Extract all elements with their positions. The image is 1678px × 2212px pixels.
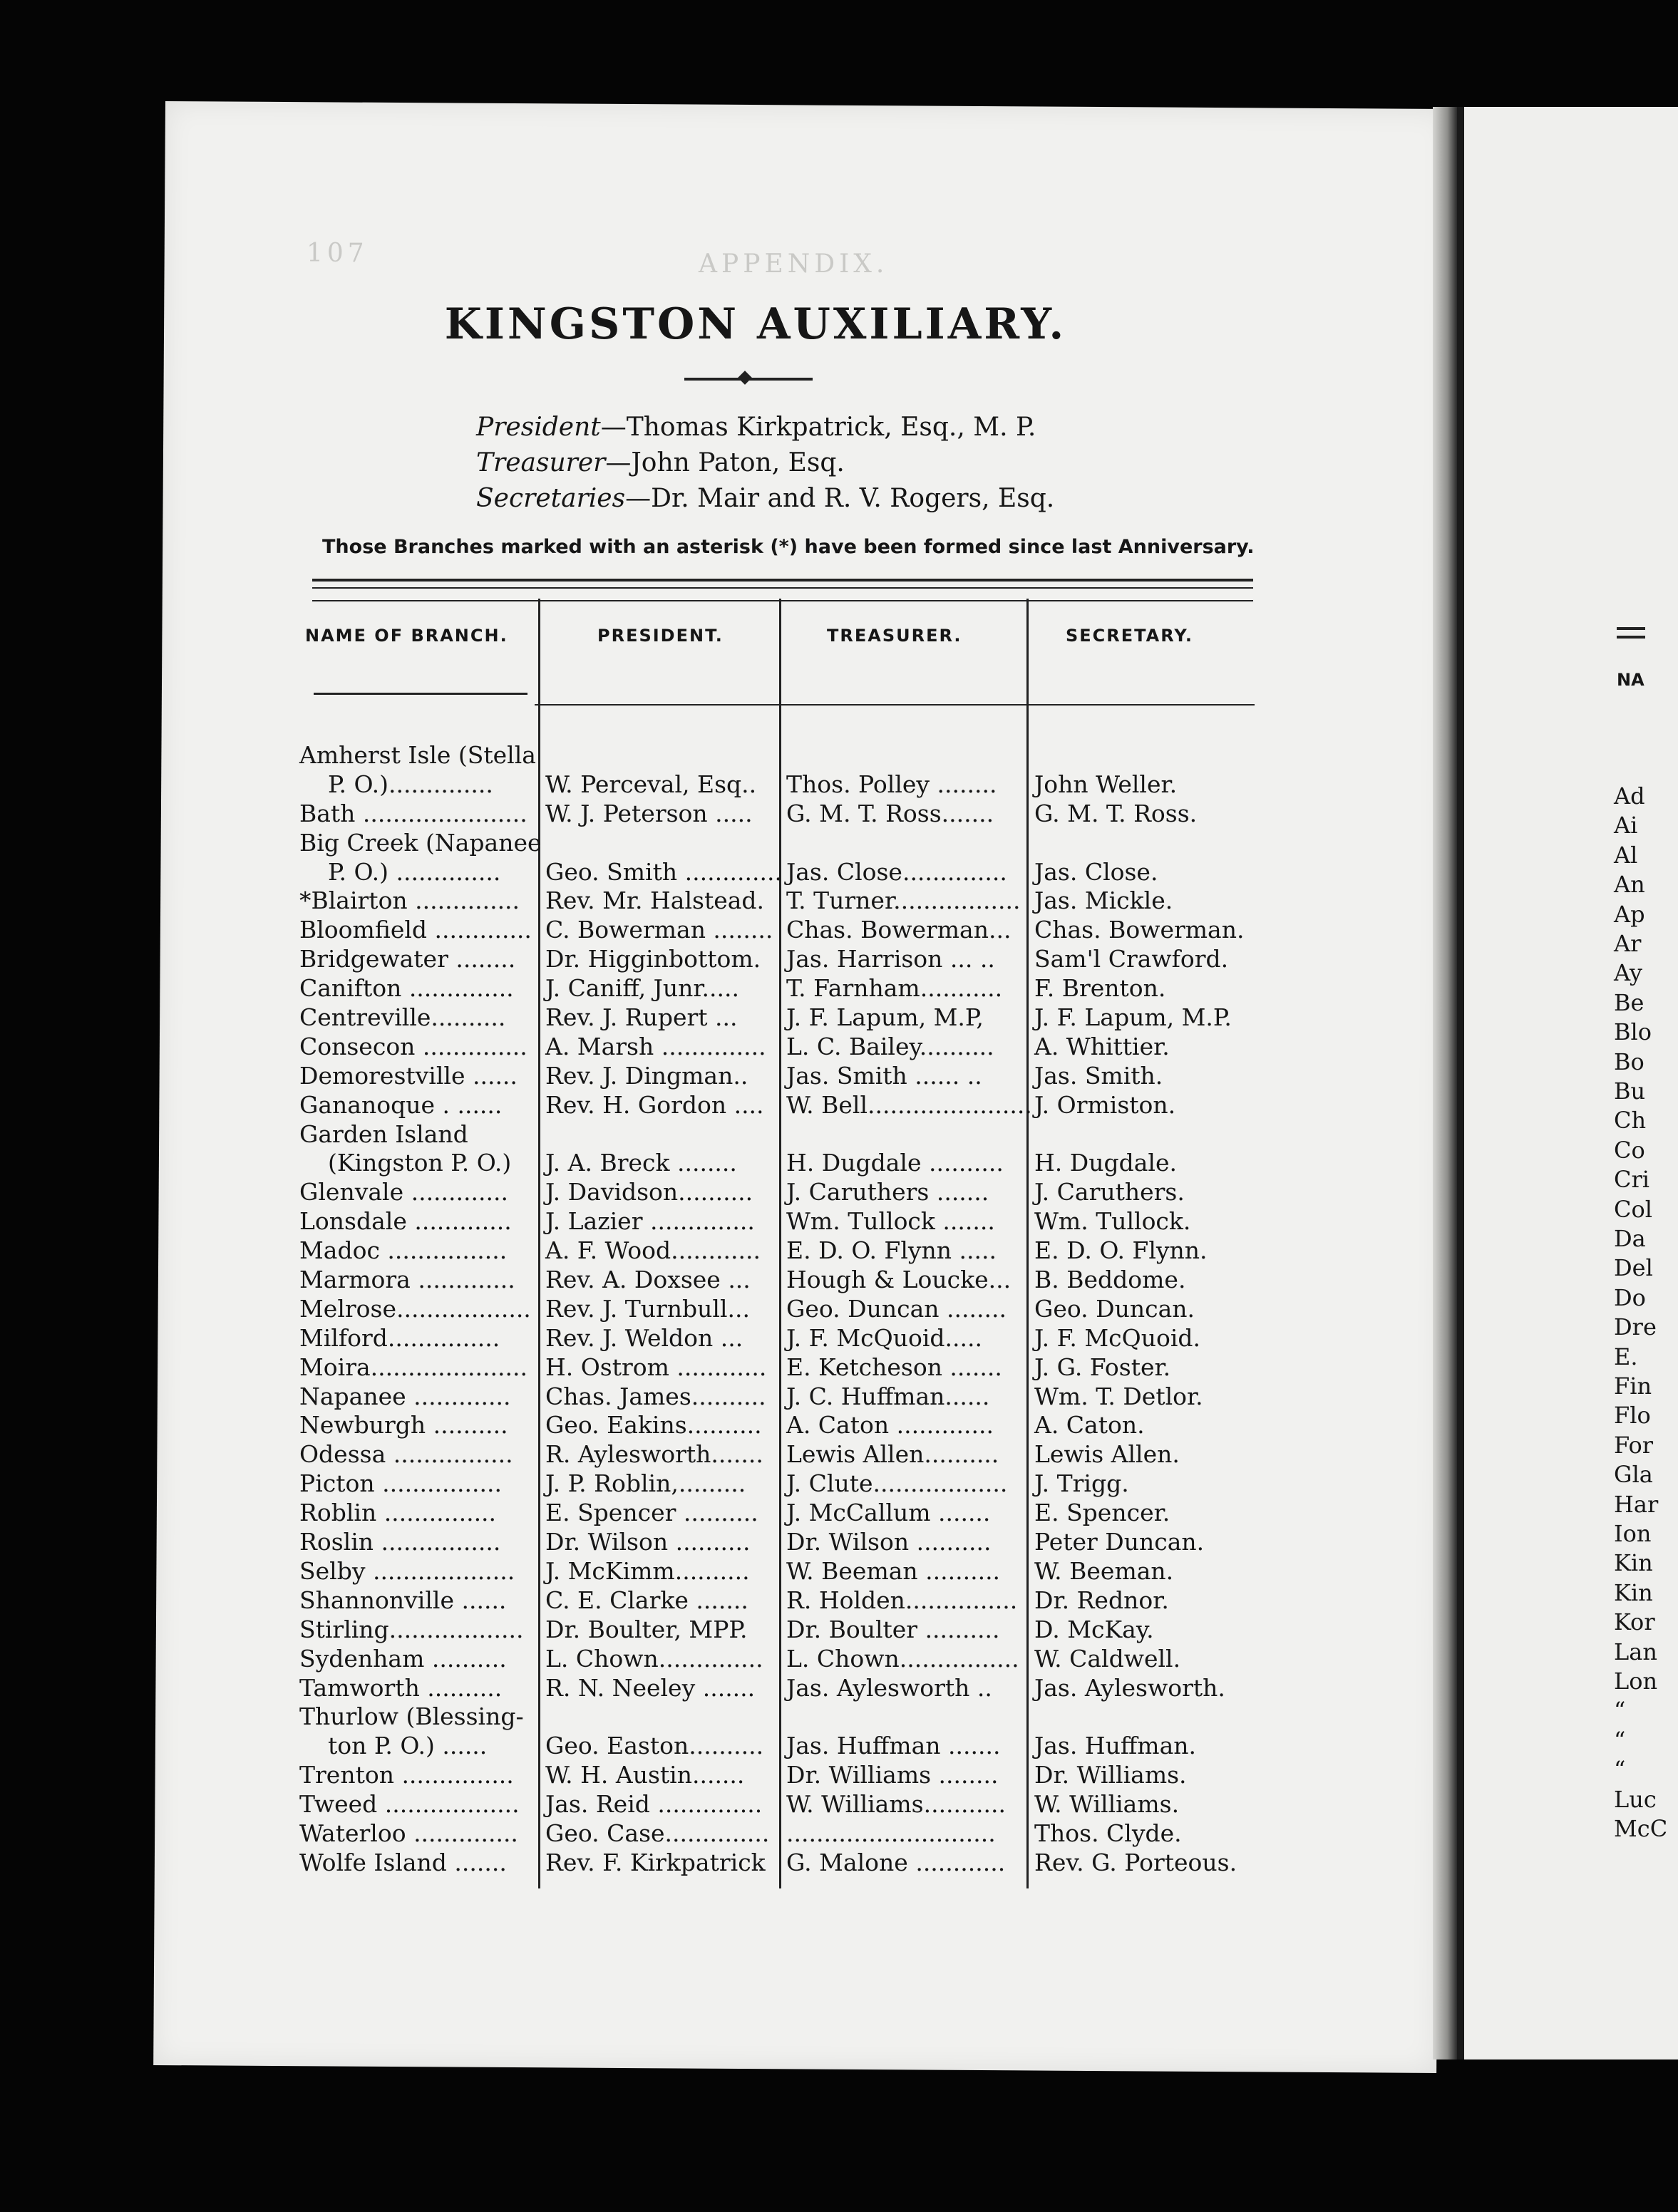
table-row — [299, 1003, 1269, 1033]
header-branch: NAME OF BRANCH. — [305, 626, 508, 646]
branch-name: Selby ................... — [299, 1556, 515, 1585]
treasurer-cell: L. Chown................ — [786, 1644, 1019, 1673]
table-row — [299, 1528, 1269, 1557]
branch-name: Big Creek (Napanee — [299, 828, 542, 857]
president-cell: Geo. Case.............. — [545, 1819, 770, 1847]
table-row — [299, 741, 1269, 770]
secretary-cell: F. Brenton. — [1034, 974, 1166, 1003]
branch-name: Waterloo .............. — [299, 1819, 518, 1847]
table-row — [299, 1674, 1269, 1703]
book-gutter — [1433, 107, 1457, 2059]
treasurer-cell: J. F. Lapum, M.P, — [786, 1003, 984, 1032]
treasurer-cell: Dr. Boulter .......... — [786, 1615, 1000, 1643]
branch-name: Amherst Isle (Stella — [299, 741, 536, 769]
president-cell: Dr. Boulter, MPP. — [545, 1615, 748, 1643]
right-page-fragment: Ar — [1614, 930, 1642, 957]
branch-name: Bridgewater ........ — [299, 945, 516, 973]
branch-name: Lonsdale ............. — [299, 1207, 512, 1236]
branch-name: Marmora ............. — [299, 1266, 515, 1294]
right-page-fragment: Blo — [1614, 1018, 1652, 1046]
president-cell: E. Spencer .......... — [545, 1499, 758, 1527]
president-cell: Dr. Higginbottom. — [545, 945, 761, 973]
table-row — [299, 1120, 1269, 1149]
secretary-cell: E. Spencer. — [1034, 1499, 1170, 1527]
treasurer-cell: Lewis Allen.......... — [786, 1440, 999, 1469]
table-row — [299, 887, 1269, 916]
right-page-fragment: Kin — [1614, 1578, 1653, 1606]
president-cell: W. Perceval, Esq.. — [545, 770, 757, 798]
president-cell: L. Chown.............. — [545, 1644, 763, 1673]
treasurer-cell: J. F. McQuoid..... — [786, 1323, 982, 1352]
branch-name: Napanee ............. — [299, 1382, 511, 1410]
branch-name: Stirling.................. — [299, 1615, 524, 1643]
table-row — [299, 1732, 1269, 1761]
treasurer-cell: L. C. Bailey.......... — [786, 1032, 994, 1060]
officer-treasurer: Treasurer—John Paton, Esq. — [476, 448, 845, 477]
president-cell: J. Davidson.......... — [545, 1178, 753, 1206]
treasurer-cell: Dr. Williams ........ — [786, 1761, 999, 1789]
table-row — [299, 1062, 1269, 1091]
officers-block — [476, 410, 1054, 517]
president-cell: J. A. Breck ........ — [545, 1149, 737, 1177]
table-row — [299, 1702, 1269, 1732]
treasurer-cell: J. Caruthers ....... — [786, 1178, 989, 1206]
right-page-fragment: Co — [1614, 1136, 1645, 1164]
branch-name: Picton ................ — [299, 1469, 502, 1498]
secretary-cell: Jas. Close. — [1034, 857, 1158, 886]
branch-name: Roblin ............... — [299, 1499, 497, 1527]
right-page-fragment: Kin — [1614, 1549, 1653, 1577]
secretary-cell: Geo. Duncan. — [1034, 1294, 1195, 1323]
table-row — [299, 916, 1269, 945]
table-top-rule-3 — [312, 600, 1253, 601]
branch-name: Tamworth .......... — [299, 1673, 503, 1702]
branch-name: Glenvale ............. — [299, 1178, 508, 1206]
table-row — [299, 1645, 1269, 1674]
treasurer-cell: Jas. Close.............. — [786, 857, 1007, 886]
ghost-page-number: 107 — [307, 239, 369, 268]
right-page-fragment: Flo — [1614, 1402, 1651, 1430]
treasurer-cell: Jas. Harrison ... .. — [786, 945, 995, 973]
right-page-fragment: Ay — [1614, 959, 1642, 987]
secretary-cell: G. M. T. Ross. — [1034, 799, 1198, 827]
president-cell: Rev. J. Dingman.. — [545, 1061, 748, 1090]
table-row — [299, 1440, 1269, 1469]
page-title: KINGSTON AUXILIARY. — [444, 299, 1067, 349]
table-row — [299, 1236, 1269, 1266]
president-cell: Rev. H. Gordon .... — [545, 1090, 764, 1119]
branch-name: Milford............... — [299, 1323, 500, 1352]
branch-name: (Kingston P. O.) — [328, 1149, 512, 1177]
secretary-cell: W. Caldwell. — [1034, 1644, 1181, 1673]
president-cell: Rev. J. Rupert ... — [545, 1003, 738, 1032]
right-page-fragment: Da — [1614, 1225, 1646, 1252]
secretary-cell: Peter Duncan. — [1034, 1528, 1205, 1556]
header-president: PRESIDENT. — [597, 626, 724, 646]
treasurer-cell: Jas. Huffman ....... — [786, 1732, 1001, 1760]
right-page-fragment: Har — [1614, 1490, 1659, 1518]
table-top-rule — [312, 579, 1253, 582]
treasurer-cell: Wm. Tullock ....... — [786, 1207, 995, 1236]
table-row — [299, 1295, 1269, 1324]
treasurer-cell: ............................ — [786, 1819, 996, 1847]
secretary-cell: Thos. Clyde. — [1034, 1819, 1182, 1847]
president-cell: Rev. Mr. Halstead. — [545, 887, 765, 915]
president-cell: Geo. Easton.......... — [545, 1732, 764, 1760]
secretary-cell: Sam'l Crawford. — [1034, 945, 1229, 973]
table-top-rule-2 — [312, 587, 1253, 589]
branch-name: Trenton ............... — [299, 1761, 514, 1789]
right-page-fragment: Cri — [1614, 1166, 1650, 1194]
table-row — [299, 1353, 1269, 1382]
treasurer-cell: J. C. Huffman...... — [786, 1382, 990, 1410]
secretary-cell: Jas. Aylesworth. — [1034, 1673, 1225, 1702]
treasurer-cell: A. Caton ............. — [786, 1411, 994, 1440]
right-page-fragment: Kor — [1614, 1608, 1655, 1636]
president-cell: W. J. Peterson ..... — [545, 799, 753, 827]
treasurer-cell: T. Turner................. — [786, 887, 1021, 915]
president-cell: A. F. Wood............ — [545, 1236, 761, 1265]
officer-secretaries: Secretaries—Dr. Mair and R. V. Rogers, Esq. — [476, 484, 1055, 513]
secretary-cell: Wm. Tullock. — [1034, 1207, 1191, 1236]
table-row — [299, 1557, 1269, 1586]
treasurer-cell: R. Holden............... — [786, 1586, 1018, 1614]
table-row — [299, 1469, 1269, 1499]
treasurer-cell: W. Williams........... — [786, 1790, 1006, 1819]
right-page-fragment: Al — [1614, 841, 1638, 869]
header-bottom-rule — [535, 704, 1255, 706]
secretary-cell: D. McKay. — [1034, 1615, 1154, 1643]
right-page-fragment: Del — [1614, 1254, 1653, 1282]
president-cell: J. McKimm.......... — [545, 1556, 750, 1585]
branch-name: Newburgh .......... — [299, 1411, 508, 1440]
table-row — [299, 1499, 1269, 1528]
table-row — [299, 1849, 1269, 1878]
treasurer-cell: Thos. Polley ........ — [786, 770, 997, 798]
president-cell: Geo. Smith ............. — [545, 857, 782, 886]
branch-name: Moira..................... — [299, 1353, 527, 1381]
president-cell: R. Aylesworth....... — [545, 1440, 763, 1469]
right-page-fragment: Be — [1614, 988, 1644, 1016]
branch-name: Gananoque . ...... — [299, 1090, 503, 1119]
branch-name: Garden Island — [299, 1120, 468, 1148]
secretary-cell: A. Caton. — [1034, 1411, 1145, 1440]
secretary-cell: Rev. G. Porteous. — [1034, 1848, 1237, 1876]
secretary-cell: Jas. Smith. — [1034, 1061, 1163, 1090]
right-page-fragment: Lan — [1614, 1638, 1657, 1665]
secretary-cell: J. F. McQuoid. — [1034, 1323, 1200, 1352]
treasurer-cell: Hough & Loucke... — [786, 1266, 1012, 1294]
president-cell: W. H. Austin....... — [545, 1761, 745, 1789]
right-page-fragment: Ap — [1614, 900, 1645, 928]
president-cell: Jas. Reid .............. — [545, 1790, 763, 1819]
secretary-cell: E. D. O. Flynn. — [1034, 1236, 1208, 1265]
asterisk-note: Those Branches marked with an asterisk (*) have been formed since last Anniversary. — [322, 536, 1255, 558]
table-row — [299, 1586, 1269, 1616]
secretary-cell: Chas. Bowerman. — [1034, 916, 1245, 944]
president-cell: Rev. F. Kirkpatrick — [545, 1848, 766, 1876]
table-row — [299, 974, 1269, 1003]
officer-president: President—Thomas Kirkpatrick, Esq., M. P. — [476, 413, 1036, 442]
treasurer-cell: Jas. Smith ...... .. — [786, 1061, 982, 1090]
table-row — [299, 1149, 1269, 1178]
right-page-rule-2 — [1617, 636, 1645, 639]
branch-name: ton P. O.) ...... — [328, 1732, 488, 1760]
table-row — [299, 1266, 1269, 1295]
treasurer-cell: H. Dugdale .......... — [786, 1149, 1004, 1177]
table-row — [299, 770, 1269, 800]
treasurer-cell: J. McCallum ....... — [786, 1499, 991, 1527]
branch-name: Thurlow (Blessing- — [299, 1702, 524, 1731]
table-row — [299, 1819, 1269, 1849]
treasurer-cell: G. Malone ............ — [786, 1848, 1006, 1876]
table-row — [299, 1790, 1269, 1819]
president-cell: C. Bowerman ........ — [545, 916, 773, 944]
president-cell: A. Marsh .............. — [545, 1032, 766, 1060]
branch-name: Bath ...................... — [299, 799, 527, 827]
treasurer-cell: W. Bell...................... — [786, 1090, 1032, 1119]
branch-name: *Blairton .............. — [299, 887, 520, 915]
right-page-fragment: E. — [1614, 1343, 1638, 1370]
branch-table — [299, 741, 1269, 1878]
table-row — [299, 1616, 1269, 1645]
secretary-cell: J. Trigg. — [1034, 1469, 1129, 1498]
president-cell: Dr. Wilson .......... — [545, 1528, 751, 1556]
president-cell: J. P. Roblin,......... — [545, 1469, 746, 1498]
right-page-fragment: Fin — [1614, 1373, 1652, 1400]
treasurer-cell: W. Beeman .......... — [786, 1556, 1001, 1585]
secretary-cell: W. Williams. — [1034, 1790, 1180, 1819]
right-page-fragment: “ — [1614, 1697, 1626, 1725]
secretary-cell: John Weller. — [1034, 770, 1178, 798]
branch-name: Bloomfield ............. — [299, 916, 532, 944]
secretary-cell: J. Caruthers. — [1034, 1178, 1185, 1206]
right-page-fragment: Do — [1614, 1283, 1646, 1311]
branch-name: Shannonville ...... — [299, 1586, 507, 1614]
secretary-cell: J. F. Lapum, M.P. — [1034, 1003, 1232, 1032]
right-page-fragment: Lon — [1614, 1668, 1658, 1695]
right-page-fragment: “ — [1614, 1756, 1626, 1784]
right-page-fragment: Ion — [1614, 1520, 1652, 1547]
treasurer-cell: G. M. T. Ross....... — [786, 799, 994, 827]
secretary-cell: Dr. Rednor. — [1034, 1586, 1169, 1614]
right-page-fragment: For — [1614, 1431, 1654, 1459]
branch-name: P. O.) .............. — [328, 857, 501, 886]
table-row — [299, 829, 1269, 858]
president-cell: Rev. J. Weldon ... — [545, 1323, 743, 1352]
branch-name: Madoc ................ — [299, 1236, 508, 1265]
table-row — [299, 1207, 1269, 1236]
right-page-fragment: Col — [1614, 1195, 1652, 1223]
secretary-cell: W. Beeman. — [1034, 1556, 1174, 1585]
branch-name: Odessa ................ — [299, 1440, 513, 1469]
secretary-cell: Dr. Williams. — [1034, 1761, 1187, 1789]
right-page-fragment: Luc — [1614, 1785, 1657, 1813]
table-row — [299, 945, 1269, 974]
right-page-header: NA — [1617, 670, 1644, 690]
header-underline — [314, 693, 527, 695]
president-cell: Chas. James.......... — [545, 1382, 766, 1410]
right-page-fragment: Bu — [1614, 1077, 1646, 1105]
president-cell: J. Lazier .............. — [545, 1207, 755, 1236]
ghost-heading: APPENDIX. — [699, 249, 889, 279]
treasurer-cell: Geo. Duncan ........ — [786, 1294, 1007, 1323]
title-ornament — [684, 378, 813, 381]
secretary-cell: B. Beddome. — [1034, 1266, 1186, 1294]
president-cell: R. N. Neeley ....... — [545, 1673, 756, 1702]
right-page-fragment: Ai — [1614, 812, 1638, 839]
table-row — [299, 800, 1269, 829]
right-page-fragment: Gla — [1614, 1461, 1653, 1489]
right-page-fragment: “ — [1614, 1726, 1626, 1754]
treasurer-cell: Jas. Aylesworth .. — [786, 1673, 992, 1702]
right-page-rule — [1617, 627, 1645, 630]
right-page-fragment: McC — [1614, 1815, 1668, 1842]
table-row — [299, 1382, 1269, 1412]
branch-name: Sydenham .......... — [299, 1644, 507, 1673]
right-page-fragment: Dre — [1614, 1313, 1657, 1341]
president-cell: Rev. J. Turnbull... — [545, 1294, 750, 1323]
table-row — [299, 1411, 1269, 1440]
president-cell: J. Caniff, Junr..... — [545, 974, 739, 1003]
branch-name: Centreville.......... — [299, 1003, 506, 1032]
branch-name: Roslin ................ — [299, 1528, 501, 1556]
right-page-fragment: Ch — [1614, 1107, 1647, 1135]
table-row — [299, 1033, 1269, 1062]
secretary-cell: H. Dugdale. — [1034, 1149, 1177, 1177]
president-cell: Rev. A. Doxsee ... — [545, 1266, 751, 1294]
right-page-fragment: Bo — [1614, 1048, 1644, 1075]
secretary-cell: J. Ormiston. — [1034, 1090, 1176, 1119]
treasurer-cell: J. Clute.................. — [786, 1469, 1008, 1498]
president-cell: Geo. Eakins.......... — [545, 1411, 762, 1440]
branch-name: Melrose.................. — [299, 1294, 531, 1323]
secretary-cell: A. Whittier. — [1034, 1032, 1170, 1060]
treasurer-cell: E. Ketcheson ....... — [786, 1353, 1002, 1381]
table-row — [299, 1324, 1269, 1353]
header-treasurer: TREASURER. — [827, 626, 962, 646]
table-row — [299, 1091, 1269, 1120]
secretary-cell: Wm. T. Detlor. — [1034, 1382, 1203, 1410]
president-cell: C. E. Clarke ....... — [545, 1586, 748, 1614]
right-page-fragment: An — [1614, 871, 1645, 899]
secretary-cell: J. G. Foster. — [1034, 1353, 1171, 1381]
branch-name: Tweed .................. — [299, 1790, 520, 1819]
treasurer-cell: Dr. Wilson .......... — [786, 1528, 992, 1556]
table-row — [299, 1761, 1269, 1790]
branch-name: P. O.).............. — [328, 770, 493, 798]
header-secretary: SECRETARY. — [1066, 626, 1193, 646]
secretary-cell: Jas. Huffman. — [1034, 1732, 1197, 1760]
treasurer-cell: T. Farnham........... — [786, 974, 1003, 1003]
secretary-cell: Lewis Allen. — [1034, 1440, 1180, 1469]
right-page-fragment: Ad — [1614, 782, 1645, 810]
branch-name: Wolfe Island ....... — [299, 1848, 507, 1876]
table-row — [299, 858, 1269, 887]
president-cell: H. Ostrom ............ — [545, 1353, 767, 1381]
branch-name: Demorestville ...... — [299, 1061, 518, 1090]
branch-name: Canifton .............. — [299, 974, 514, 1003]
treasurer-cell: Chas. Bowerman... — [786, 916, 1012, 944]
treasurer-cell: E. D. O. Flynn ..... — [786, 1236, 997, 1265]
secretary-cell: Jas. Mickle. — [1034, 887, 1173, 915]
branch-name: Consecon .............. — [299, 1032, 527, 1060]
table-row — [299, 1178, 1269, 1207]
